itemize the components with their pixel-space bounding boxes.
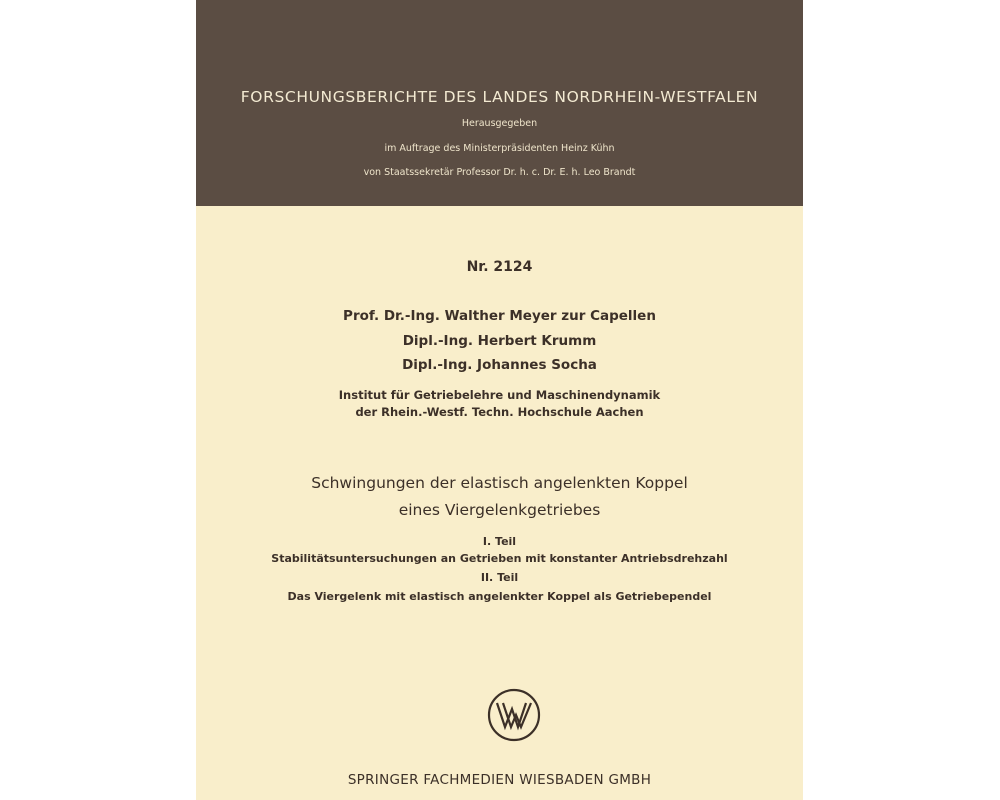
publisher: SPRINGER FACHMEDIEN WIESBADEN GMBH: [347, 772, 652, 788]
editor-line-2: im Auftrage des Ministerpräsidenten Heinz Kühn: [384, 143, 615, 154]
editor-line-3: von Staatssekretär Professor Dr. h. c. Dr. E. h. Leo Brandt: [363, 167, 636, 178]
book-cover: [196, 0, 803, 800]
author-3: Dipl.-Ing. Johannes Socha: [402, 357, 597, 373]
main-title-line-2: eines Viergelenkgetriebes: [398, 501, 601, 519]
institute-line-1: Institut für Getriebelehre und Maschinendynamik: [338, 388, 661, 402]
springer-vw-logo-icon: [486, 687, 542, 743]
part-2-title: Das Viergelenk mit elastisch angelenkter Koppel als Getriebependel: [287, 590, 712, 603]
series-title: FORSCHUNGSBERICHTE DES LANDES NORDRHEIN-WESTFALEN: [240, 88, 759, 106]
author-1: Prof. Dr.-Ing. Walther Meyer zur Capellen: [343, 308, 656, 324]
part-2-label: II. Teil: [480, 571, 519, 584]
part-1-label: I. Teil: [482, 535, 517, 548]
institute-line-2: der Rhein.-Westf. Techn. Hochschule Aachen: [355, 405, 644, 419]
part-1-title: Stabilitätsuntersuchungen an Getrieben mit konstanter Antriebsdrehzahl: [271, 552, 728, 565]
editor-line-1: Herausgegeben: [461, 118, 538, 129]
report-number: Nr. 2124: [466, 259, 533, 275]
author-2: Dipl.-Ing. Herbert Krumm: [402, 333, 597, 349]
header-band: [196, 0, 803, 206]
main-title-line-1: Schwingungen der elastisch angelenkten Koppel: [311, 474, 688, 492]
